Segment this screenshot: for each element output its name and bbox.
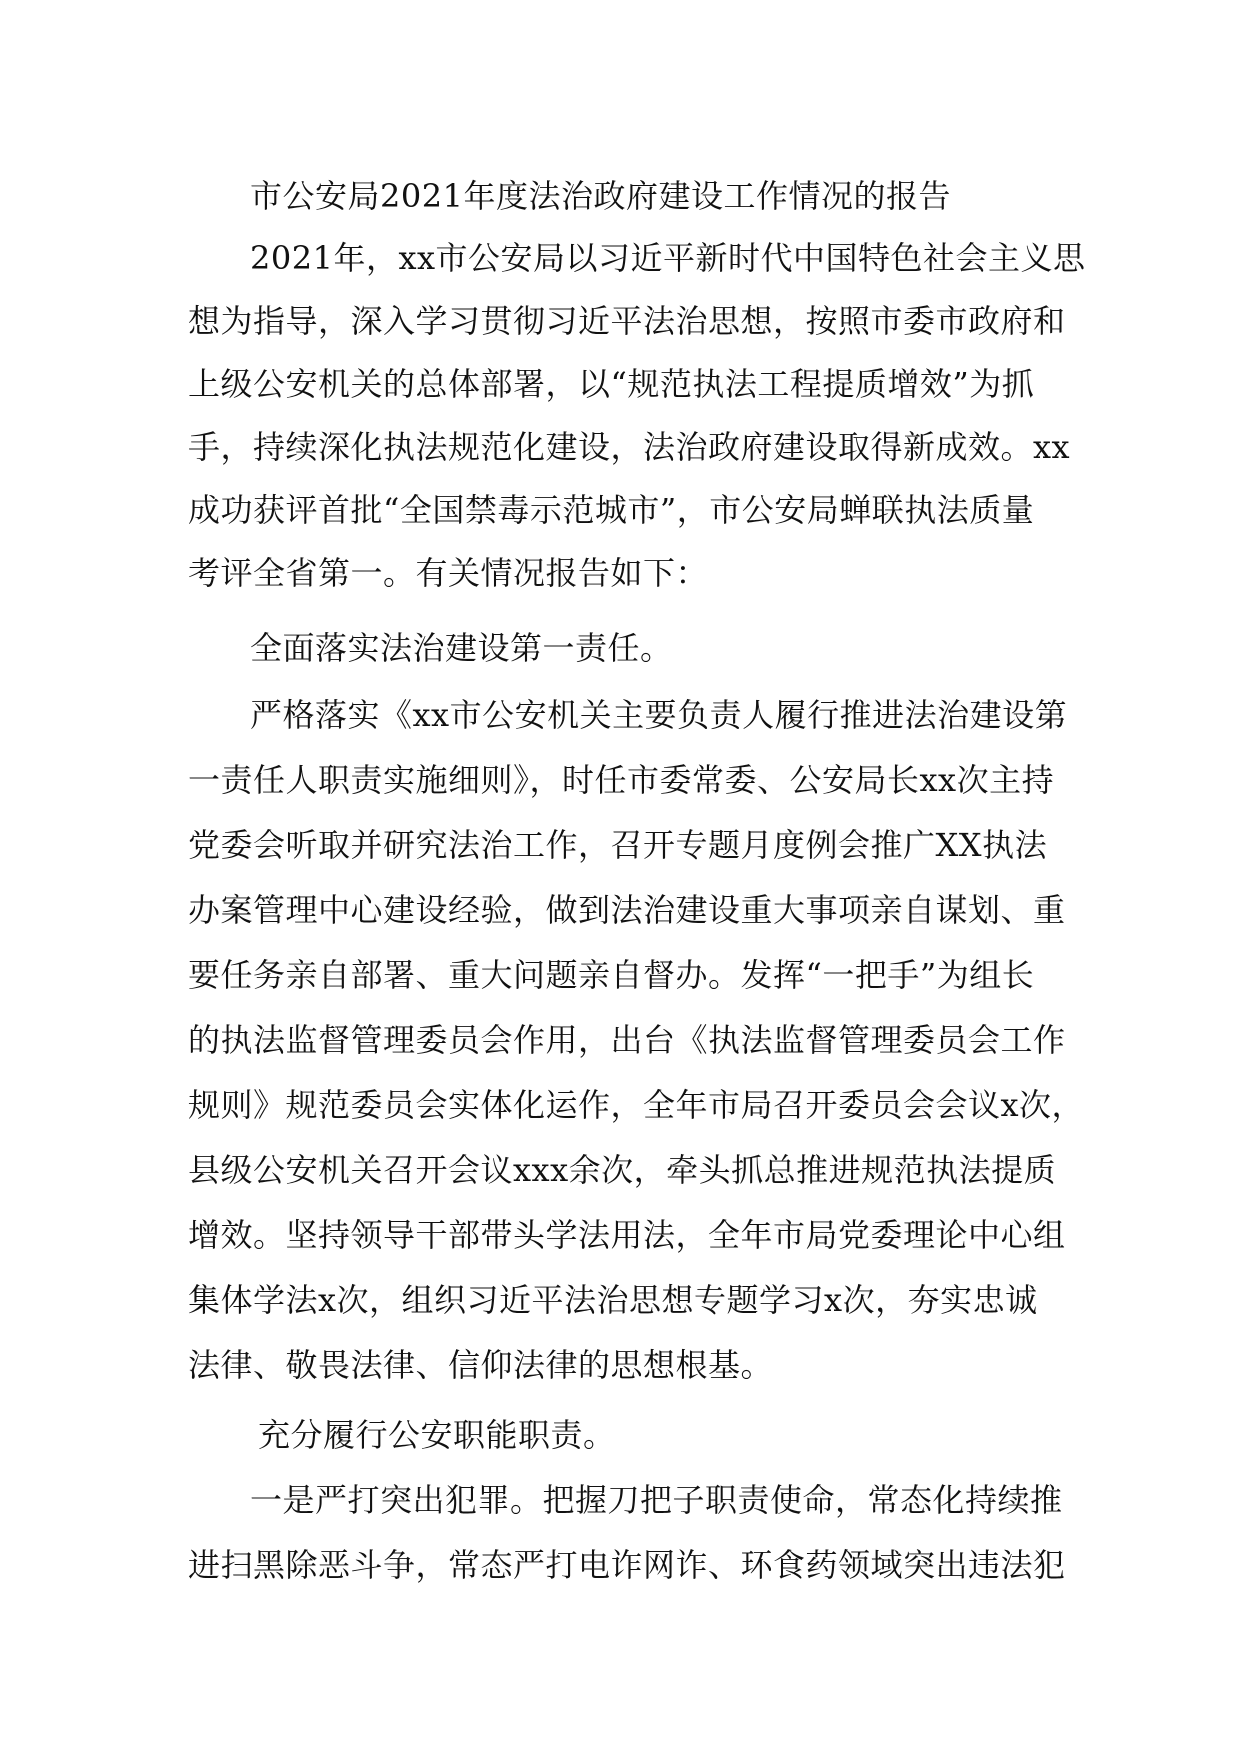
paragraph-line: 成功获评首批“全国禁毒示范城市”，市公安局蝉联执法质量 xyxy=(188,491,1035,529)
paragraph-line: 一是严打突出犯罪。把握刀把子职责使命，常态化持续推 xyxy=(250,1481,1063,1519)
paragraph-line: 集体学法x次，组织习近平法治思想专题学习x次，夯实忠诚 xyxy=(188,1281,1038,1319)
paragraph-line: 考评全省第一。有关情况报告如下： xyxy=(188,554,709,592)
paragraph-line: 党委会听取并研究法治工作，召开专题月度例会推广XX执法 xyxy=(188,826,1048,864)
paragraph-line: 法律、敬畏法律、信仰法律的思想根基。 xyxy=(188,1346,774,1384)
paragraph-line: 进扫黑除恶斗争，常态严打电诈网诈、环食药领域突出违法犯 xyxy=(188,1546,1066,1584)
paragraph-line: 办案管理中心建设经验，做到法治建设重大事项亲自谋划、重 xyxy=(188,891,1066,929)
paragraph-line: 的执法监督管理委员会作用，出台《执法监督管理委员会工作 xyxy=(188,1021,1066,1059)
paragraph-line: 严格落实《xx市公安机关主要负责人履行推进法治建设第 xyxy=(250,696,1068,734)
paragraph-line: 2021年，xx市公安局以习近平新时代中国特色社会主义思 xyxy=(250,239,1086,277)
paragraph-line: 想为指导，深入学习贯彻习近平法治思想，按照市委市政府和 xyxy=(188,302,1066,340)
section-heading: 全面落实法治建设第一责任。 xyxy=(250,629,673,667)
paragraph-line: 一责任人职责实施细则》，时任市委常委、公安局长xx次主持 xyxy=(188,761,1055,799)
paragraph-line: 上级公安机关的总体部署，以“规范执法工程提质增效”为抓 xyxy=(188,365,1035,403)
paragraph-line: 要任务亲自部署、重大问题亲自督办。发挥“一把手”为组长 xyxy=(188,956,1035,994)
section-heading: 充分履行公安职能职责。 xyxy=(258,1416,616,1454)
paragraph-line: 规则》规范委员会实体化运作，全年市局召开委员会会议x次， xyxy=(188,1086,1085,1124)
paragraph-line: 增效。坚持领导干部带头学法用法，全年市局党委理论中心组 xyxy=(188,1216,1066,1254)
document-title: 市公安局2021年度法治政府建设工作情况的报告 xyxy=(250,177,951,215)
paragraph-line: 县级公安机关召开会议xxx余次，牵头抓总推进规范执法提质 xyxy=(188,1151,1057,1189)
paragraph-line: 手，持续深化执法规范化建设，法治政府建设取得新成效。xx xyxy=(188,428,1071,466)
